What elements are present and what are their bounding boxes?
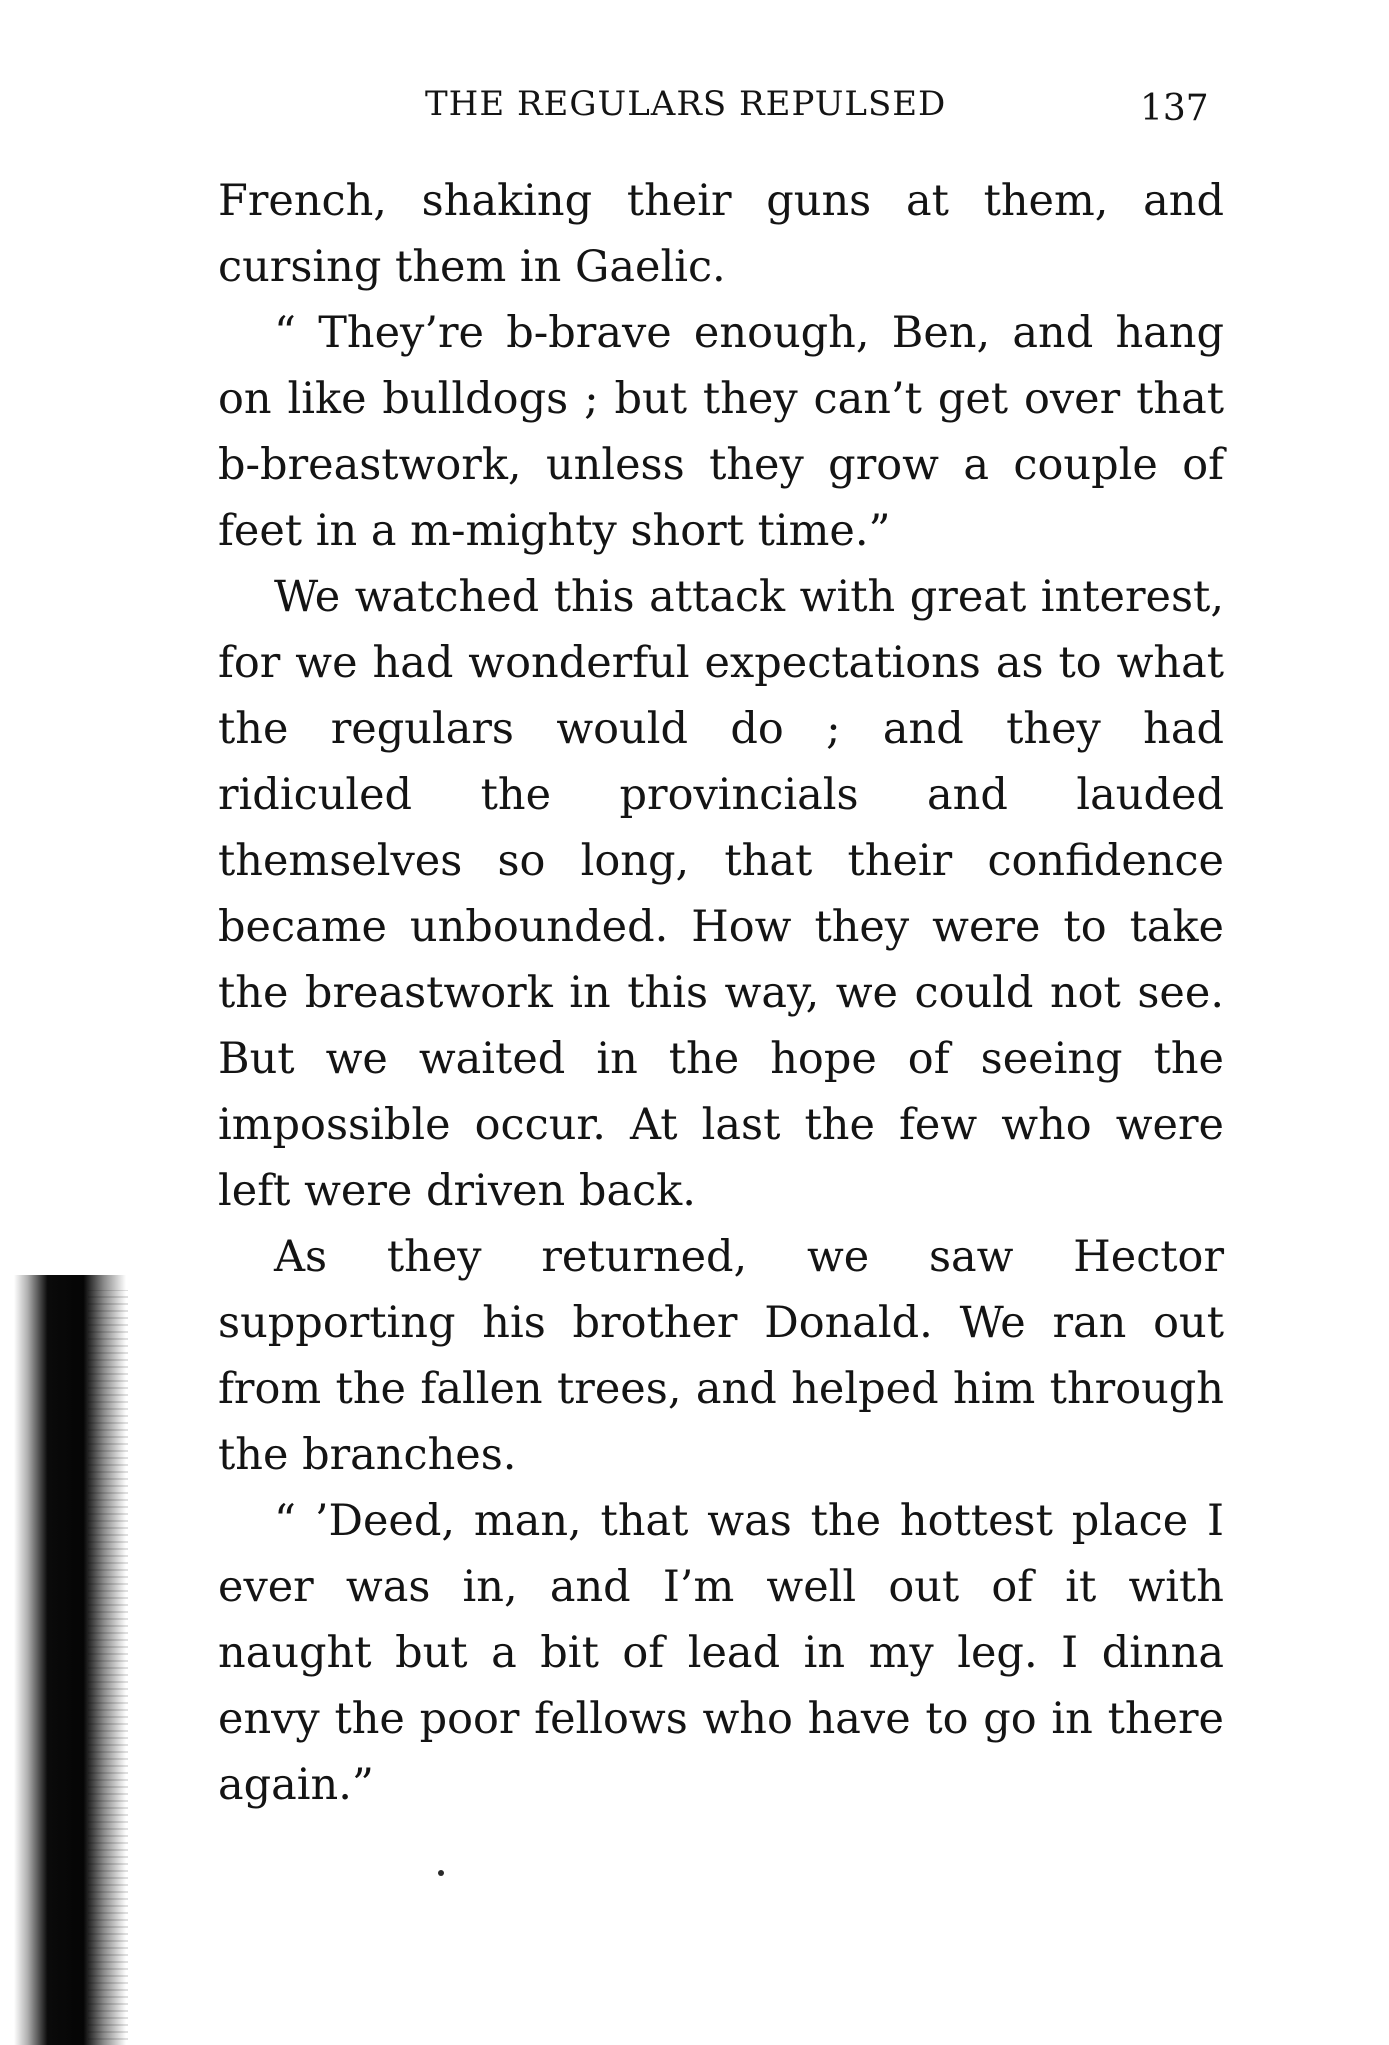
page-number: 137: [1140, 88, 1209, 129]
paragraph: “ They’re b-brave enough, Ben, and hang on like bulldogs ; but they can’t get over that b-breastwork, unless they grow a couple of feet in a m-mighty short time.”: [218, 308, 1224, 556]
paragraph: As they returned, we saw Hector supporting his brother Donald. We ran out from the fallen trees, and helped him through the branches.: [218, 1232, 1224, 1480]
binding-speckle: [88, 1290, 128, 2040]
paragraph: We watched this attack with great interest, for we had wonderful expectations as to what the regulars would do ; and they had ridiculed the provincials and lauded themselves so long, that their confidence became unbounded. How they were to take the breastwork in this way, we could not see. But we waited in the hope of seeing the impossible occur. At last the few who were left were driven back.: [218, 572, 1224, 1216]
paragraph: French, shaking their guns at them, and cursing them in Gaelic.: [218, 176, 1224, 292]
running-title: THE REGULARS REPULSED: [425, 84, 947, 124]
page-header: [0, 74, 1389, 134]
paragraph: “ ’Deed, man, that was the hottest place I ever was in, and I’m well out of it with naught but a bit of lead in my leg. I dinna envy the poor fellows who have to go in there again.”: [218, 1496, 1224, 1810]
ink-speck: [438, 1870, 444, 1876]
body-text: [218, 168, 1224, 1818]
